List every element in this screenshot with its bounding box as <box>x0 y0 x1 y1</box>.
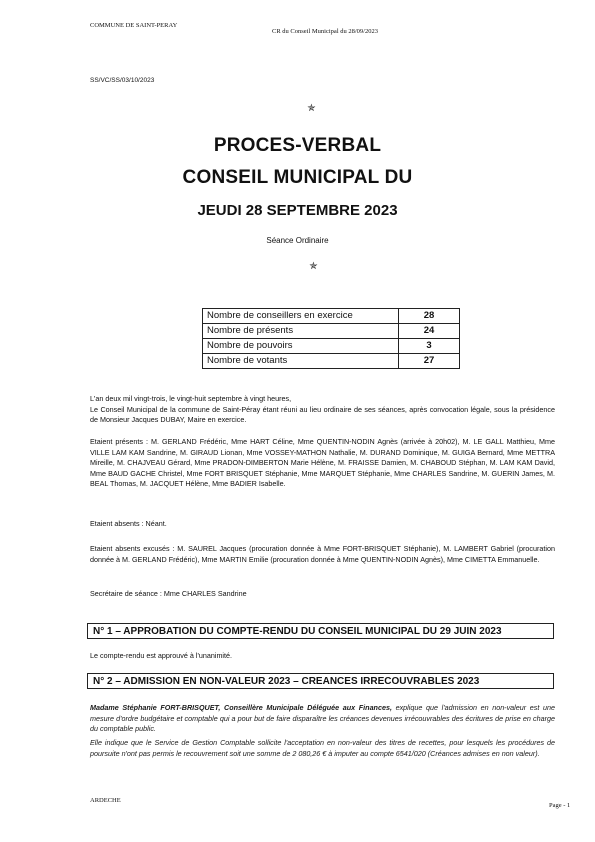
title-line-3: JEUDI 28 SEPTEMBRE 2023 <box>197 202 398 219</box>
section-2-paragraph-1 <box>90 703 555 735</box>
intro-paragraph <box>90 394 555 426</box>
stat-label: Nombre de conseillers en exercice <box>203 309 399 324</box>
stat-value: 24 <box>399 324 460 339</box>
intro-line-1: L'an deux mil vingt-trois, le vingt-huit septembre à vingt heures, <box>90 394 292 403</box>
star-ornament-icon: ✯ <box>307 103 316 114</box>
section-1-heading: N° 1 – APPROBATION DU COMPTE-RENDU DU CONSEIL MUNICIPAL DU 29 JUIN 2023 <box>87 623 554 639</box>
session-type: Séance Ordinaire <box>266 236 329 245</box>
section-2-heading: N° 2 – ADMISSION EN NON-VALEUR 2023 – CREANCES IRRECOUVRABLES 2023 <box>87 673 554 689</box>
table-row <box>203 339 460 354</box>
title-line-2: CONSEIL MUNICIPAL DU <box>182 167 413 188</box>
star-ornament-icon: ✯ <box>309 261 318 272</box>
reference-code: SS/VC/SS/03/10/2023 <box>90 77 155 84</box>
stat-label: Nombre de pouvoirs <box>203 339 399 354</box>
absents-paragraph: Etaient absents : Néant. <box>90 519 167 528</box>
intro-line-2: Le Conseil Municipal de la commune de Saint-Péray étant réuni au lieu ordinaire de ses séances, après convocation légale, sous la présidence de Monsieur Jacques DUBAY, Maire en exercice. <box>90 404 555 424</box>
attendance-table <box>202 308 460 369</box>
header-doc-label: CR du Conseil Municipal du 28/09/2023 <box>272 28 378 35</box>
section-1-text: Le compte-rendu est approuvé à l'unanimité. <box>90 651 233 660</box>
stat-label: Nombre de présents <box>203 324 399 339</box>
excuses-paragraph: Etaient absents excusés : M. SAUREL Jacques (procuration donnée à Mme FORT-BRISQUET Stéphanie), M. LAMBERT Gabriel (procuration donnée à M. GERLAND Frédéric), Mme MARTIN Emilie (procuration donnée à Mme QUENTIN-NODIN Agnès), Mme CIMETTA Emmanuelle. <box>90 544 555 564</box>
page-number: Page - 1 <box>549 802 571 809</box>
presents-paragraph: Etaient présents : M. GERLAND Frédéric, Mme HART Céline, Mme QUENTIN-NODIN Agnès (arrivée à 20h02), M. LE GALL Matthieu, Mme VILLE LAM KAM Sandrine, M. GIRAUD Lionan, Mme VOSSEY-MATHON Nathalie, M. DURAND Dominique, M. GUIGA Bernard, Mme METTRA Mireille, M. CHAJVEAU Gérard, Mme PRADON-DIMBERTON Marie Hélène, M. FRAISSE Damien, M. CHABOUD Stéphan, M. LAM KAM David, Mme BAUD GACHE Christel, Mme FORT BRISQUET Stéphanie, Mme MARQUET Stéphanie, Mme CHARLES Sandrine, M. GUERIN James, M. BEAL Thomas, M. JACQUET Hélène, Mme BADIER Isabelle. <box>90 437 555 488</box>
table-row <box>203 309 460 324</box>
section-2-text-1: explique que l'admission en non-valeur est une mesure d'ordre budgétaire et comptable qui a pour but de faire disparaître les créances devenues irrécouvrables des écritures de prise en charge du comptable public. <box>90 703 555 733</box>
speaker-name: Madame Stéphanie FORT-BRISQUET, Conseillère Municipale Déléguée aux Finances, <box>90 703 392 712</box>
section-2-paragraph-2: Elle indique que le Service de Gestion Comptable sollicite l'acceptation en non-valeur des titres de recettes, pour lesquels les procédures de poursuite n'ont pas permis le recouvrement soit une somme de 2 080,26 € à imputer au compte 6541/020 (Créances admises en non valeur). <box>90 738 555 758</box>
stat-value: 27 <box>399 354 460 369</box>
stat-value: 3 <box>399 339 460 354</box>
title-line-1: PROCES-VERBAL <box>213 135 382 156</box>
table-row <box>203 324 460 339</box>
footer-left: ARDECHE <box>90 797 121 804</box>
secretary-paragraph: Secrétaire de séance : Mme CHARLES Sandrine <box>90 589 247 598</box>
header-commune: COMMUNE DE SAINT-PERAY <box>90 22 178 29</box>
stat-value: 28 <box>399 309 460 324</box>
table-row <box>203 354 460 369</box>
stat-label: Nombre de votants <box>203 354 399 369</box>
